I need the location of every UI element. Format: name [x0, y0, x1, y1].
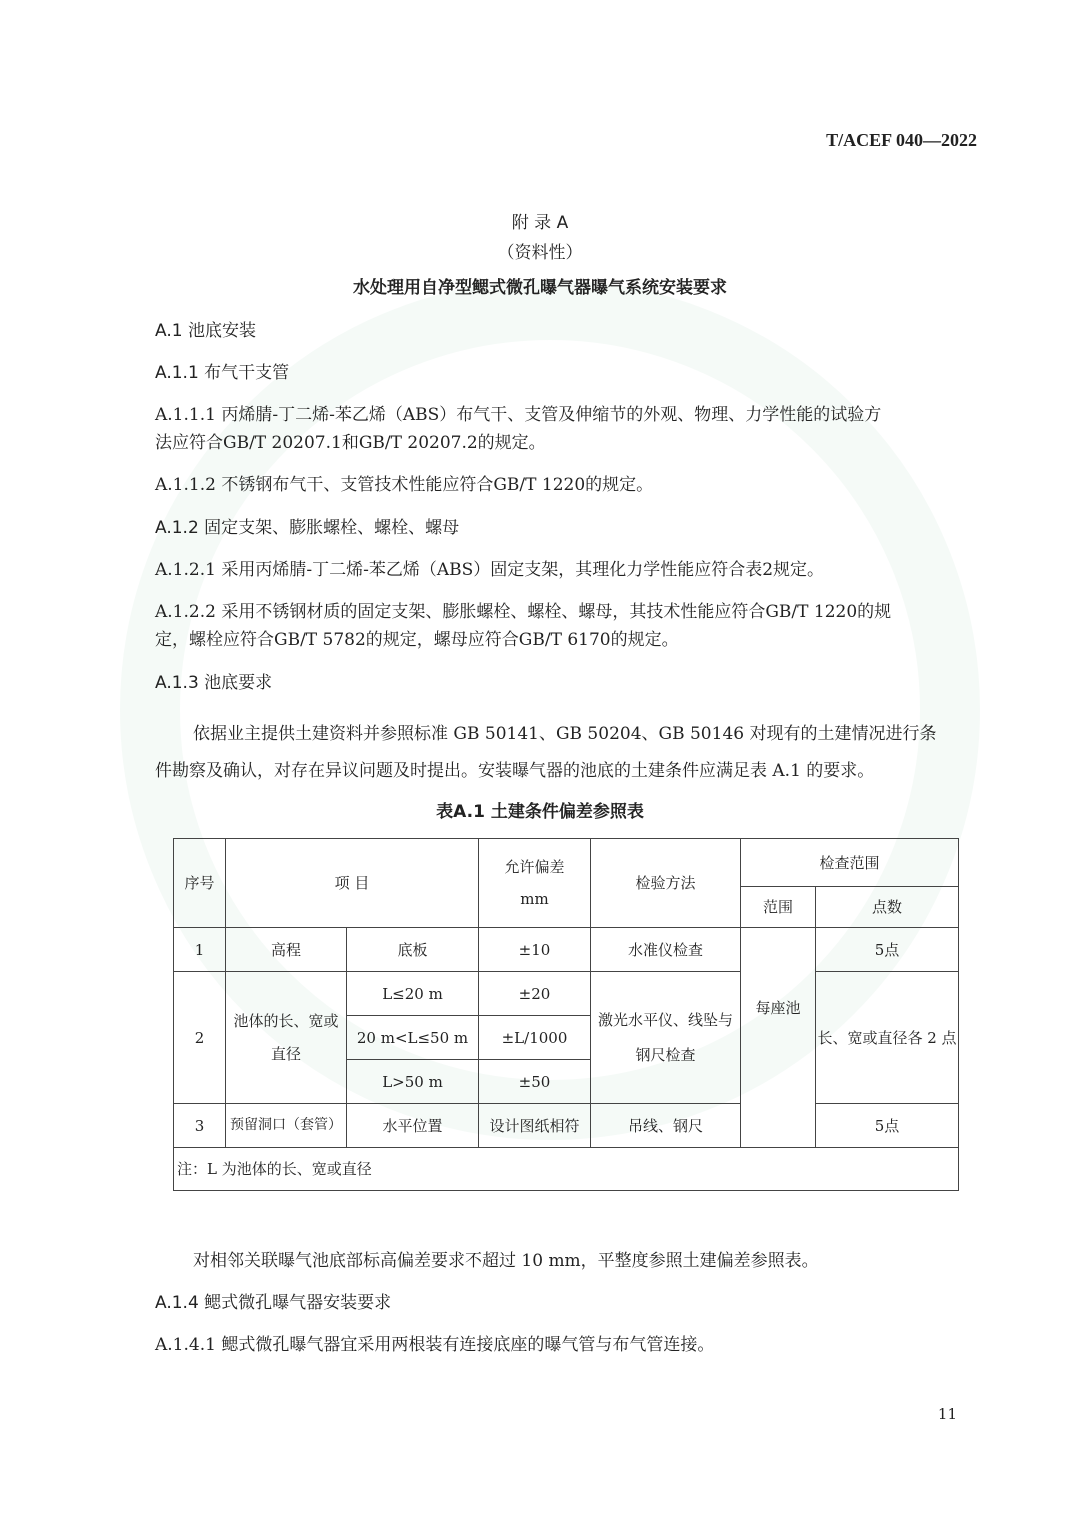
- deviation-table: [173, 838, 959, 1191]
- header-tolerance-label: 允许偏差: [504, 858, 565, 876]
- cell-subitem: 底板: [347, 928, 479, 972]
- appendix-type: （资料性）: [497, 243, 583, 263]
- paragraph: 对相邻关联曝气池底部标高偏差要求不超过 10 mm，平整度参照土建偏差参照表。: [193, 1251, 819, 1271]
- table-caption: 表A.1 土建条件偏差参照表: [436, 802, 644, 822]
- header-points: 点数: [816, 887, 959, 928]
- cell-subitem: L≤20 m: [347, 972, 479, 1016]
- doc-number: T/ACEF 040—2022: [826, 130, 977, 150]
- paragraph: A.1.1.1 丙烯腈-丁二烯-苯乙烯（ABS）布气干、支管及伸缩节的外观、物理、力学性能的试验方: [155, 405, 882, 425]
- cell-points: 5点: [816, 1104, 959, 1148]
- section-heading: A.1 池底安装: [155, 321, 256, 341]
- header-no: 序号: [174, 839, 226, 928]
- cell-range: 每座池: [741, 928, 816, 1148]
- cell-method: 激光水平仪、线坠与钢尺检查: [591, 972, 741, 1104]
- cell-subitem: L>50 m: [347, 1060, 479, 1104]
- page-number: 11: [937, 1405, 957, 1423]
- paragraph: 法应符合GB/T 20207.1和GB/T 20207.2的规定。: [155, 433, 546, 453]
- table-row: [174, 928, 959, 972]
- header-method: 检验方法: [591, 839, 741, 928]
- header-item: 项 目: [226, 839, 479, 928]
- table-row: [174, 1104, 959, 1148]
- paragraph: 定，螺栓应符合GB/T 5782的规定，螺母应符合GB/T 6170的规定。: [155, 630, 679, 650]
- cell-no: 2: [174, 972, 226, 1104]
- table-note-row: [174, 1148, 959, 1191]
- cell-tolerance: ±10: [479, 928, 591, 972]
- header-tolerance: [479, 839, 591, 928]
- cell-tolerance: ±20: [479, 972, 591, 1016]
- cell-item: 池体的长、宽或直径: [226, 972, 347, 1104]
- cell-no: 1: [174, 928, 226, 972]
- cell-method: 水准仪检查: [591, 928, 741, 972]
- cell-no: 3: [174, 1104, 226, 1148]
- table-header-row: [174, 839, 959, 887]
- section-heading: A.1.4 鳃式微孔曝气器安装要求: [155, 1293, 392, 1313]
- cell-tolerance: 设计图纸相符: [479, 1104, 591, 1148]
- appendix-label: 附 录 A: [511, 213, 569, 233]
- paragraph: A.1.2.2 采用不锈钢材质的固定支架、膨胀螺栓、螺栓、螺母，其技术性能应符合GB/T 1220的规: [155, 602, 892, 622]
- paragraph: 件勘察及确认，对存在异议问题及时提出。安装曝气器的池底的土建条件应满足表 A.1 的要求。: [155, 761, 875, 781]
- paragraph: A.1.2.1 采用丙烯腈-丁二烯-苯乙烯（ABS）固定支架，其理化力学性能应符合表2规定。: [155, 560, 825, 580]
- section-heading: A.1.1 布气干支管: [155, 363, 290, 383]
- paragraph: A.1.1.2 不锈钢布气干、支管技术性能应符合GB/T 1220的规定。: [155, 475, 654, 495]
- cell-item: 高程: [226, 928, 347, 972]
- cell-tolerance: ±50: [479, 1060, 591, 1104]
- cell-points: 5点: [816, 928, 959, 972]
- header-scope: 检查范围: [741, 839, 959, 887]
- cell-method: 吊线、钢尺: [591, 1104, 741, 1148]
- section-heading: A.1.3 池底要求: [155, 673, 273, 693]
- paragraph: 依据业主提供土建资料并参照标准 GB 50141、GB 50204、GB 50146 对现有的土建情况进行条: [193, 724, 937, 744]
- table-row: [174, 972, 959, 1016]
- header-range: 范围: [741, 887, 816, 928]
- cell-subitem: 20 m<L≤50 m: [347, 1016, 479, 1060]
- table-note: 注：L 为池体的长、宽或直径: [174, 1148, 959, 1191]
- cell-item: 预留洞口（套管）: [226, 1104, 347, 1148]
- header-tolerance-unit: mm: [520, 890, 549, 908]
- section-heading: A.1.2 固定支架、膨胀螺栓、螺栓、螺母: [155, 518, 460, 538]
- paragraph: A.1.4.1 鳃式微孔曝气器宜采用两根装有连接底座的曝气管与布气管连接。: [155, 1335, 715, 1355]
- cell-points: 长、宽或直径各 2 点: [816, 972, 959, 1104]
- appendix-title: 水处理用自净型鳃式微孔曝气器曝气系统安装要求: [353, 278, 727, 298]
- cell-tolerance: ±L/1000: [479, 1016, 591, 1060]
- cell-subitem: 水平位置: [347, 1104, 479, 1148]
